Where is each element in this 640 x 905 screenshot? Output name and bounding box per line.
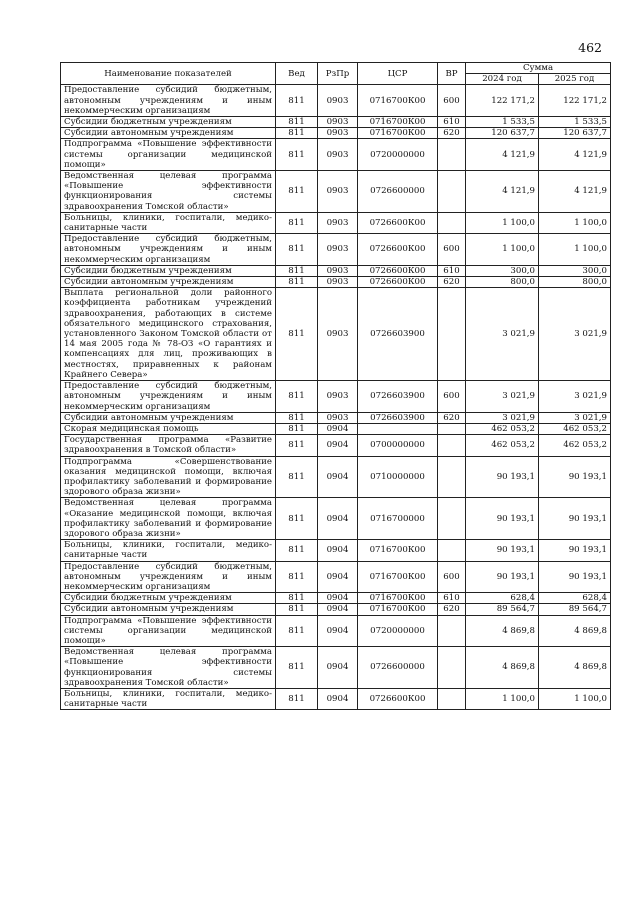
header-vr: ВР <box>438 63 466 85</box>
table-row <box>61 412 611 423</box>
row-vr: 610 <box>438 117 466 128</box>
row-vr: 600 <box>438 85 466 117</box>
row-vr <box>438 615 466 647</box>
row-sum-2024: 90 193,1 <box>466 540 539 561</box>
row-ved: 811 <box>276 423 318 434</box>
table-row <box>61 212 611 233</box>
row-rzpr: 0903 <box>318 265 358 276</box>
row-ved: 811 <box>276 435 318 456</box>
row-ved: 811 <box>276 456 318 498</box>
row-sum-2024: 4 121,9 <box>466 171 539 213</box>
row-csr: 0716700К00 <box>358 604 438 615</box>
row-vr: 600 <box>438 381 466 413</box>
row-rzpr: 0903 <box>318 128 358 139</box>
row-sum-2025: 1 533,5 <box>539 117 611 128</box>
header-name: Наименование показателей <box>61 63 276 85</box>
row-sum-2025: 300,0 <box>539 265 611 276</box>
row-sum-2025: 90 193,1 <box>539 561 611 593</box>
table-row <box>61 561 611 593</box>
row-sum-2024: 1 533,5 <box>466 117 539 128</box>
table-row <box>61 435 611 456</box>
row-csr: 0720000000 <box>358 615 438 647</box>
row-sum-2024: 120 637,7 <box>466 128 539 139</box>
row-ved: 811 <box>276 128 318 139</box>
row-vr: 610 <box>438 593 466 604</box>
row-vr: 620 <box>438 128 466 139</box>
row-sum-2024: 90 193,1 <box>466 498 539 540</box>
row-csr: 0716700К00 <box>358 593 438 604</box>
row-name: Подпрограмма «Повышение эффективности системы организации медицинской помощи» <box>61 139 276 171</box>
table-row <box>61 688 611 709</box>
row-ved: 811 <box>276 615 318 647</box>
row-vr <box>438 423 466 434</box>
header-2024: 2024 год <box>466 74 539 85</box>
row-sum-2024: 90 193,1 <box>466 561 539 593</box>
table-row <box>61 647 611 689</box>
header-sum: Сумма <box>466 63 611 74</box>
row-sum-2024: 4 869,8 <box>466 615 539 647</box>
row-rzpr: 0904 <box>318 435 358 456</box>
row-rzpr: 0903 <box>318 171 358 213</box>
row-sum-2025: 3 021,9 <box>539 288 611 381</box>
row-csr: 0726600К00 <box>358 688 438 709</box>
row-ved: 811 <box>276 381 318 413</box>
row-sum-2025: 800,0 <box>539 277 611 288</box>
row-sum-2025: 3 021,9 <box>539 412 611 423</box>
row-csr: 0726600К00 <box>358 212 438 233</box>
row-name: Субсидии автономным учреждениям <box>61 128 276 139</box>
row-rzpr: 0904 <box>318 647 358 689</box>
row-sum-2025: 628,4 <box>539 593 611 604</box>
row-sum-2025: 1 100,0 <box>539 212 611 233</box>
row-rzpr: 0904 <box>318 688 358 709</box>
row-vr <box>438 688 466 709</box>
row-sum-2024: 122 171,2 <box>466 85 539 117</box>
row-name: Субсидии бюджетным учреждениям <box>61 265 276 276</box>
row-csr: 0726603900 <box>358 381 438 413</box>
row-sum-2025: 90 193,1 <box>539 456 611 498</box>
row-sum-2024: 300,0 <box>466 265 539 276</box>
row-vr <box>438 212 466 233</box>
row-name: Субсидии бюджетным учреждениям <box>61 117 276 128</box>
row-rzpr: 0904 <box>318 615 358 647</box>
table-row <box>61 381 611 413</box>
row-sum-2024: 628,4 <box>466 593 539 604</box>
header-ved: Вед <box>276 63 318 85</box>
row-csr: 0716700К00 <box>358 561 438 593</box>
table-row <box>61 604 611 615</box>
row-sum-2024: 89 564,7 <box>466 604 539 615</box>
row-sum-2025: 120 637,7 <box>539 128 611 139</box>
row-csr: 0716700000 <box>358 498 438 540</box>
table-row <box>61 139 611 171</box>
table-row <box>61 593 611 604</box>
row-sum-2025: 462 053,2 <box>539 435 611 456</box>
row-ved: 811 <box>276 412 318 423</box>
row-ved: 811 <box>276 604 318 615</box>
row-rzpr: 0904 <box>318 423 358 434</box>
budget-table <box>60 62 611 710</box>
row-sum-2025: 90 193,1 <box>539 498 611 540</box>
row-ved: 811 <box>276 212 318 233</box>
table-body <box>61 85 611 710</box>
row-sum-2024: 462 053,2 <box>466 435 539 456</box>
row-ved: 811 <box>276 688 318 709</box>
row-sum-2025: 89 564,7 <box>539 604 611 615</box>
row-csr: 0716700К00 <box>358 117 438 128</box>
table-header <box>61 63 611 85</box>
row-rzpr: 0903 <box>318 234 358 266</box>
row-sum-2025: 3 021,9 <box>539 381 611 413</box>
row-rzpr: 0903 <box>318 277 358 288</box>
row-sum-2024: 4 869,8 <box>466 647 539 689</box>
row-vr <box>438 139 466 171</box>
row-csr: 0726600К00 <box>358 234 438 266</box>
row-csr: 0716700К00 <box>358 128 438 139</box>
row-rzpr: 0903 <box>318 117 358 128</box>
row-csr: 0726603900 <box>358 288 438 381</box>
table-row <box>61 234 611 266</box>
row-sum-2024: 1 100,0 <box>466 212 539 233</box>
row-rzpr: 0904 <box>318 561 358 593</box>
header-2025: 2025 год <box>539 74 611 85</box>
row-vr <box>438 456 466 498</box>
row-vr: 620 <box>438 604 466 615</box>
row-name: Скорая медицинская помощь <box>61 423 276 434</box>
row-sum-2024: 462 053,2 <box>466 423 539 434</box>
row-ved: 811 <box>276 647 318 689</box>
row-name: Предоставление субсидий бюджетным, автономным учреждениям и иным некоммерческим организациям <box>61 234 276 266</box>
row-ved: 811 <box>276 234 318 266</box>
row-sum-2025: 1 100,0 <box>539 688 611 709</box>
row-ved: 811 <box>276 498 318 540</box>
row-sum-2024: 1 100,0 <box>466 688 539 709</box>
row-name: Ведомственная целевая программа «Повышение эффективности функционирования системы здравоохранения Томской области» <box>61 647 276 689</box>
row-name: Больницы, клиники, госпитали, медико-санитарные части <box>61 540 276 561</box>
row-rzpr: 0904 <box>318 540 358 561</box>
row-name: Подпрограмма «Совершенствование оказания медицинской помощи, включая профилактику заболеваний и формирование здорового образа жизни» <box>61 456 276 498</box>
table-row <box>61 117 611 128</box>
row-csr: 0726600К00 <box>358 265 438 276</box>
row-rzpr: 0904 <box>318 593 358 604</box>
row-rzpr: 0904 <box>318 604 358 615</box>
row-rzpr: 0904 <box>318 456 358 498</box>
row-vr <box>438 171 466 213</box>
row-sum-2025: 4 121,9 <box>539 171 611 213</box>
table-row <box>61 615 611 647</box>
row-vr: 600 <box>438 234 466 266</box>
row-csr: 0726600000 <box>358 647 438 689</box>
row-csr: 0700000000 <box>358 435 438 456</box>
row-sum-2025: 4 121,9 <box>539 139 611 171</box>
table-row <box>61 277 611 288</box>
row-csr: 0716700К00 <box>358 85 438 117</box>
header-csr: ЦСР <box>358 63 438 85</box>
table-row <box>61 128 611 139</box>
table-row <box>61 171 611 213</box>
row-csr: 0726600К00 <box>358 277 438 288</box>
row-sum-2025: 1 100,0 <box>539 234 611 266</box>
row-rzpr: 0904 <box>318 498 358 540</box>
row-sum-2024: 90 193,1 <box>466 456 539 498</box>
row-name: Предоставление субсидий бюджетным, автономным учреждениям и иным некоммерческим организациям <box>61 561 276 593</box>
table-row <box>61 423 611 434</box>
row-sum-2025: 4 869,8 <box>539 647 611 689</box>
table-row <box>61 498 611 540</box>
row-name: Субсидии автономным учреждениям <box>61 604 276 615</box>
row-sum-2025: 4 869,8 <box>539 615 611 647</box>
row-sum-2024: 3 021,9 <box>466 381 539 413</box>
row-sum-2024: 1 100,0 <box>466 234 539 266</box>
row-name: Субсидии бюджетным учреждениям <box>61 593 276 604</box>
row-vr <box>438 435 466 456</box>
row-ved: 811 <box>276 277 318 288</box>
row-csr: 0726603900 <box>358 412 438 423</box>
row-ved: 811 <box>276 265 318 276</box>
row-ved: 811 <box>276 85 318 117</box>
row-csr: 0720000000 <box>358 139 438 171</box>
row-vr: 610 <box>438 265 466 276</box>
row-rzpr: 0903 <box>318 381 358 413</box>
row-ved: 811 <box>276 171 318 213</box>
row-rzpr: 0903 <box>318 412 358 423</box>
row-sum-2024: 4 121,9 <box>466 139 539 171</box>
row-name: Ведомственная целевая программа «Повышение эффективности функционирования системы здравоохранения Томской области» <box>61 171 276 213</box>
row-ved: 811 <box>276 117 318 128</box>
row-name: Выплата региональной доли районного коэффициента работникам учреждений здравоохранения, работающих в системе обязательного медицинского страхования, установленного Законом Томской области от 14 мая 2005 года № 78-ОЗ «О гарантиях и компенсациях для лиц, проживающих в местностях, приравненных к районам Крайнего Севера» <box>61 288 276 381</box>
row-ved: 811 <box>276 593 318 604</box>
row-vr: 620 <box>438 412 466 423</box>
row-sum-2025: 122 171,2 <box>539 85 611 117</box>
row-vr <box>438 288 466 381</box>
row-ved: 811 <box>276 540 318 561</box>
row-vr <box>438 647 466 689</box>
row-csr: 0726600000 <box>358 171 438 213</box>
page-number: 462 <box>578 40 602 55</box>
row-name: Ведомственная целевая программа «Оказание медицинской помощи, включая профилактику заболеваний и формирование здорового образа жизни» <box>61 498 276 540</box>
table-row <box>61 456 611 498</box>
row-rzpr: 0903 <box>318 288 358 381</box>
row-name: Предоставление субсидий бюджетным, автономным учреждениям и иным некоммерческим организациям <box>61 381 276 413</box>
row-vr <box>438 540 466 561</box>
row-rzpr: 0903 <box>318 212 358 233</box>
row-name: Предоставление субсидий бюджетным, автономным учреждениям и иным некоммерческим организациям <box>61 85 276 117</box>
row-rzpr: 0903 <box>318 139 358 171</box>
table-row <box>61 540 611 561</box>
row-vr: 620 <box>438 277 466 288</box>
table-row <box>61 265 611 276</box>
row-name: Подпрограмма «Повышение эффективности системы организации медицинской помощи» <box>61 615 276 647</box>
row-csr <box>358 423 438 434</box>
row-rzpr: 0903 <box>318 85 358 117</box>
table-row <box>61 288 611 381</box>
row-name: Больницы, клиники, госпитали, медико-санитарные части <box>61 688 276 709</box>
row-ved: 811 <box>276 288 318 381</box>
row-csr: 0710000000 <box>358 456 438 498</box>
row-sum-2024: 3 021,9 <box>466 288 539 381</box>
row-csr: 0716700К00 <box>358 540 438 561</box>
row-name: Субсидии автономным учреждениям <box>61 412 276 423</box>
header-rzpr: РзПр <box>318 63 358 85</box>
table-row <box>61 85 611 117</box>
row-ved: 811 <box>276 561 318 593</box>
row-sum-2024: 800,0 <box>466 277 539 288</box>
row-vr <box>438 498 466 540</box>
row-ved: 811 <box>276 139 318 171</box>
row-name: Государственная программа «Развитие здравоохранения в Томской области» <box>61 435 276 456</box>
row-sum-2024: 3 021,9 <box>466 412 539 423</box>
row-name: Больницы, клиники, госпитали, медико-санитарные части <box>61 212 276 233</box>
row-sum-2025: 90 193,1 <box>539 540 611 561</box>
row-name: Субсидии автономным учреждениям <box>61 277 276 288</box>
row-sum-2025: 462 053,2 <box>539 423 611 434</box>
row-vr: 600 <box>438 561 466 593</box>
